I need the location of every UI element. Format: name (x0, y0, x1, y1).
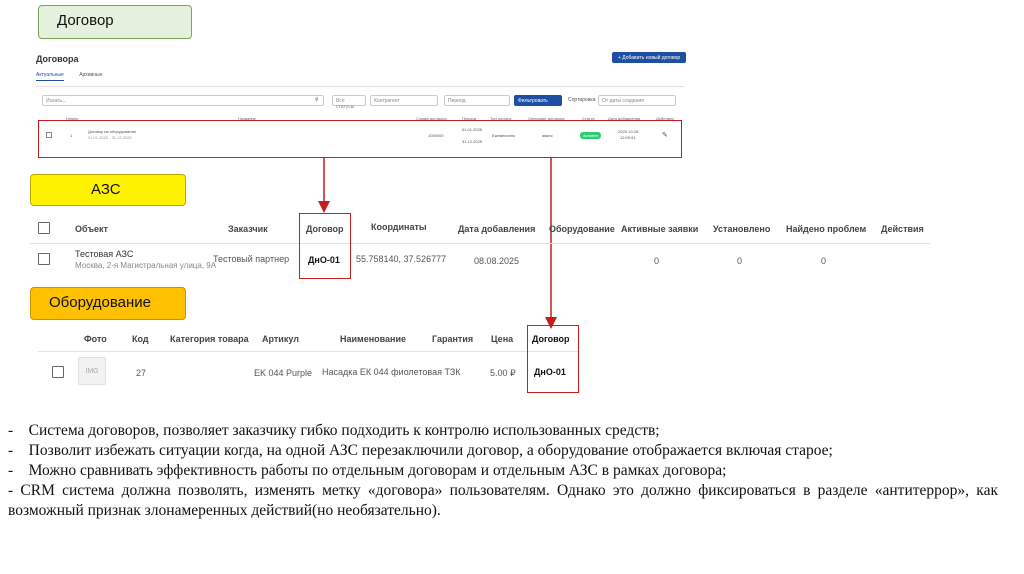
col-description: Описание договора (528, 116, 565, 121)
equipment-section-label: Оборудование (30, 287, 186, 320)
col-date-added: Дата добавления (458, 224, 536, 234)
col-name: Наименование (340, 334, 407, 344)
edit-icon[interactable]: ✎ (662, 132, 668, 139)
row-article: EK 044 Purple (254, 368, 313, 378)
row-name: Насадка ЕК 044 фиолетовая ТЗК (322, 367, 461, 377)
table-row[interactable] (38, 354, 578, 390)
col-price: Цена (491, 334, 514, 344)
row-object: Тестовая АЗС (75, 249, 134, 259)
row-coordinates: 55.758140, 37.526777 (356, 254, 447, 264)
bullet-item: - CRM система должна позволять, изменять метку «договора» пользователям. Однако это должно фиксироваться в разделе «антитеррор», как возможный признак злонамеренных действий(но необязательно). (8, 482, 998, 519)
col-active-requests: Активные заявки (621, 224, 699, 234)
bullet-list (8, 421, 998, 521)
product-image: IMG (78, 357, 106, 385)
col-customer: Заказчик (228, 224, 268, 234)
period-select[interactable]: Период (444, 95, 510, 106)
row-description: аванс (542, 133, 553, 138)
row-installed: 0 (737, 256, 743, 266)
row-name: Договор на оборудование (88, 129, 137, 134)
col-actions: Действия (656, 116, 674, 121)
col-category: Категория товара (170, 334, 249, 344)
bullet-item: - Можно сравнивать эффективность работы по отдельным договорам и отдельным АЗС в рамках договора; (8, 462, 727, 479)
col-coordinates: Координаты (371, 222, 427, 232)
col-contract: Договор (532, 334, 570, 344)
col-problems-found: Найдено проблем (786, 224, 867, 234)
contracts-title: Договора (36, 54, 79, 64)
table-row[interactable] (30, 246, 930, 276)
equipment-contract-highlight (527, 325, 579, 393)
row-period-to: 31.12.2025 (462, 139, 483, 144)
col-actions: Действия (881, 224, 924, 234)
col-photo: Фото (84, 334, 107, 344)
row-code: 27 (136, 368, 147, 378)
col-code: Код (132, 334, 149, 344)
row-time-added: 12:09:51 (620, 135, 636, 140)
filter-button[interactable]: Фильтровать (514, 95, 562, 106)
row-date: 08.08.2025 (474, 256, 520, 266)
col-article: Артикул (262, 334, 299, 344)
search-input[interactable]: Искать... (42, 95, 324, 106)
col-object: Объект (75, 224, 108, 234)
row-number: 1 (70, 133, 73, 138)
tab-archive[interactable]: Архивные (79, 72, 103, 78)
row-problems: 0 (821, 256, 827, 266)
row-date-added: 2025-10-28 (618, 129, 639, 134)
equipment-table-header (38, 326, 578, 352)
row-sum: 1000000 (428, 133, 444, 138)
row-payment: Ежемесячно (492, 133, 516, 138)
counterparty-select[interactable]: Контрагент (370, 95, 438, 106)
col-date-added: Дата добавления (608, 116, 641, 121)
select-all-checkbox[interactable] (38, 222, 50, 234)
row-period-from: 01.01.2025 (462, 127, 483, 132)
row-customer: Тестовый партнер (213, 254, 290, 264)
azs-section-label: АЗС (30, 174, 186, 206)
search-icon[interactable]: ⚲ (315, 97, 319, 103)
row-checkbox[interactable] (52, 366, 64, 378)
col-installed: Установлено (713, 224, 771, 234)
status-badge: Активен (580, 132, 601, 139)
bullet-item: - Позволит избежать ситуации когда, на одной АЗС перезаключили договор, а оборудование отображается включая старое; (8, 442, 833, 459)
col-payment: Тип оплаты (490, 116, 512, 121)
tab-actual[interactable]: Актуальные (36, 72, 64, 81)
row-contract: ДнО-01 (308, 255, 340, 265)
row-price: 5.00 ₽ (490, 368, 516, 378)
col-status: Статус (582, 116, 595, 121)
azs-contract-highlight (299, 213, 351, 279)
col-sum: Сумма договора (416, 116, 447, 121)
col-name: Название (238, 116, 256, 121)
bullet-item: - Система договоров, позволяет заказчику гибко подходить к контролю использованных средств; (8, 422, 660, 439)
row-address: Москва, 2-я Магистральная улица, 9А (75, 261, 217, 270)
row-contract: ДнО-01 (534, 367, 566, 377)
col-contract: Договор (306, 224, 344, 234)
row-active-requests: 0 (654, 256, 660, 266)
sort-select[interactable]: От даты создания (598, 95, 676, 106)
status-select[interactable]: Все статусы (332, 95, 366, 106)
equipment-table (38, 326, 578, 392)
sort-label: Сортировка (568, 97, 596, 103)
contract-section-label: Договор (38, 5, 192, 39)
col-equipment: Оборудование (549, 224, 615, 234)
add-contract-button[interactable]: + Добавить новый договор (612, 52, 686, 63)
azs-table (30, 212, 930, 276)
col-period: Период (462, 116, 477, 121)
col-warranty: Гарантия (432, 334, 474, 344)
col-number: Номер (66, 116, 79, 121)
azs-table-header (30, 212, 930, 244)
row-checkbox[interactable] (38, 253, 50, 265)
row-name-sub: 01.01.2025 - 31.12.2025 (88, 135, 132, 140)
